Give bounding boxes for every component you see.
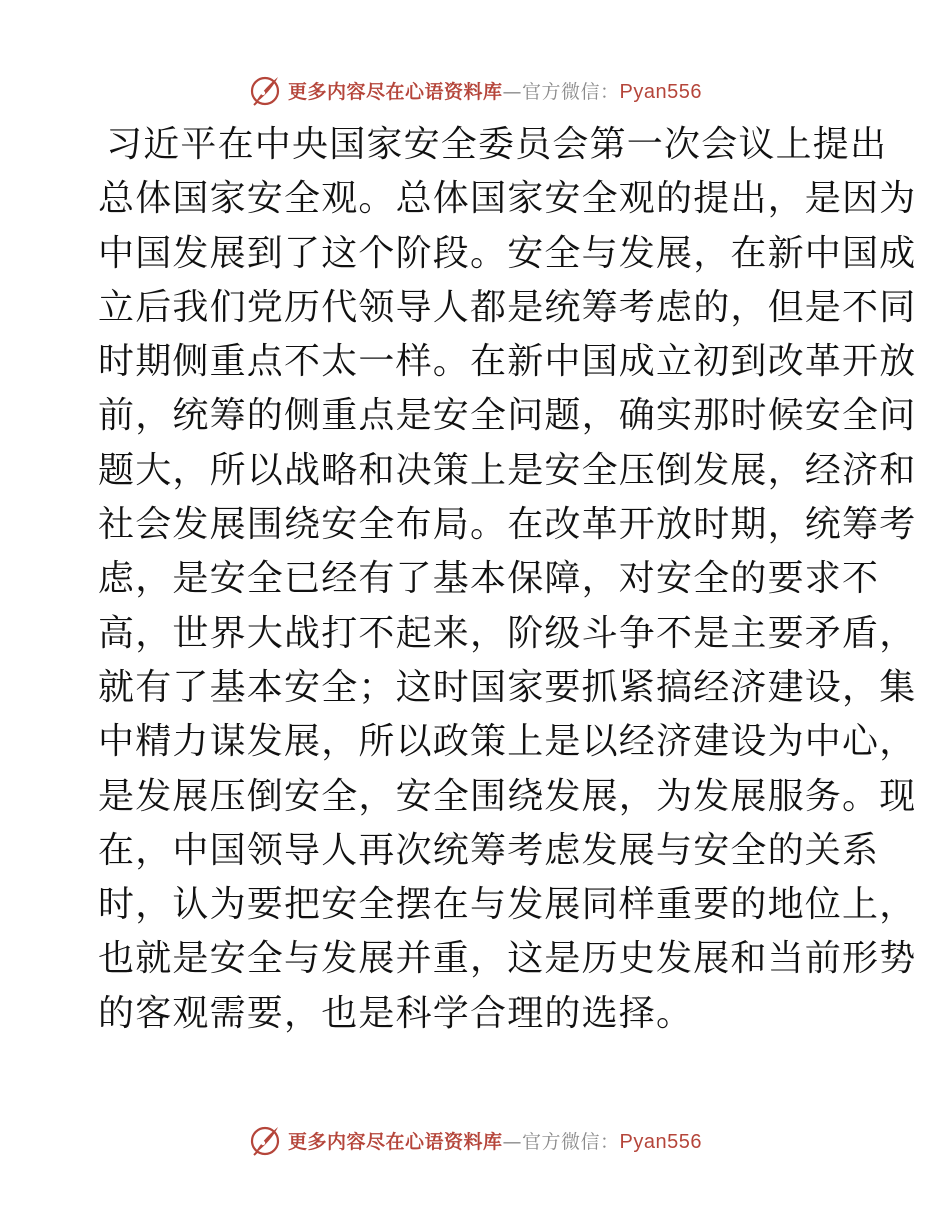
watermark-wechat-id: Pyan556 bbox=[619, 80, 702, 103]
body-line: 中国发展到了这个阶段。安全与发展，在新中国成 bbox=[98, 232, 917, 274]
watermark-dash: — bbox=[502, 1130, 523, 1153]
watermark-wechat-label: 官方微信： bbox=[522, 1130, 620, 1153]
body-line: 时期侧重点不太一样。在新中国成立初到改革开放 bbox=[98, 341, 917, 383]
watermark-brand-text: 更多内容尽在心语资料库 bbox=[288, 1130, 503, 1153]
feather-pen-logo-icon bbox=[248, 1123, 282, 1157]
body-line: 的客观需要，也是科学合理的选择。 bbox=[98, 992, 694, 1034]
watermark-brand-text: 更多内容尽在心语资料库 bbox=[288, 80, 503, 103]
body-line: 在，中国领导人再次统筹考虑发展与安全的关系 bbox=[98, 829, 880, 871]
watermark-wechat-id: Pyan556 bbox=[619, 1130, 702, 1153]
watermark-dash: — bbox=[502, 80, 523, 103]
document-body bbox=[98, 118, 917, 1041]
body-line: 立后我们党历代领导人都是统筹考虑的，但是不同 bbox=[98, 286, 917, 328]
body-line: 习近平在中央国家安全委员会第一次会议上提出 bbox=[106, 124, 888, 165]
header-watermark bbox=[0, 70, 950, 110]
body-line: 虑，是安全已经有了基本保障，对安全的要求不 bbox=[98, 558, 880, 600]
body-line: 就有了基本安全；这时国家要抓紧搞经济建设，集 bbox=[98, 666, 917, 708]
body-line: 时，认为要把安全摆在与发展同样重要的地位上， bbox=[98, 884, 917, 926]
body-line: 也就是安全与发展并重，这是历史发展和当前形势 bbox=[98, 938, 917, 980]
body-line: 是发展压倒安全，安全围绕发展，为发展服务。现 bbox=[98, 775, 917, 817]
body-line: 题大，所以战略和决策上是安全压倒发展，经济和 bbox=[98, 449, 917, 491]
body-line: 中精力谋发展，所以政策上是以经济建设为中心， bbox=[98, 721, 917, 763]
footer-watermark bbox=[0, 1120, 950, 1160]
body-line: 高，世界大战打不起来，阶级斗争不是主要矛盾， bbox=[98, 612, 917, 654]
body-line: 前，统筹的侧重点是安全问题，确实那时候安全问 bbox=[98, 395, 917, 437]
feather-pen-logo-icon bbox=[248, 73, 282, 107]
body-line: 社会发展围绕安全布局。在改革开放时期，统筹考 bbox=[98, 504, 917, 546]
body-line: 总体国家安全观。总体国家安全观的提出，是因为 bbox=[98, 178, 917, 220]
watermark-wechat-label: 官方微信： bbox=[522, 80, 620, 103]
